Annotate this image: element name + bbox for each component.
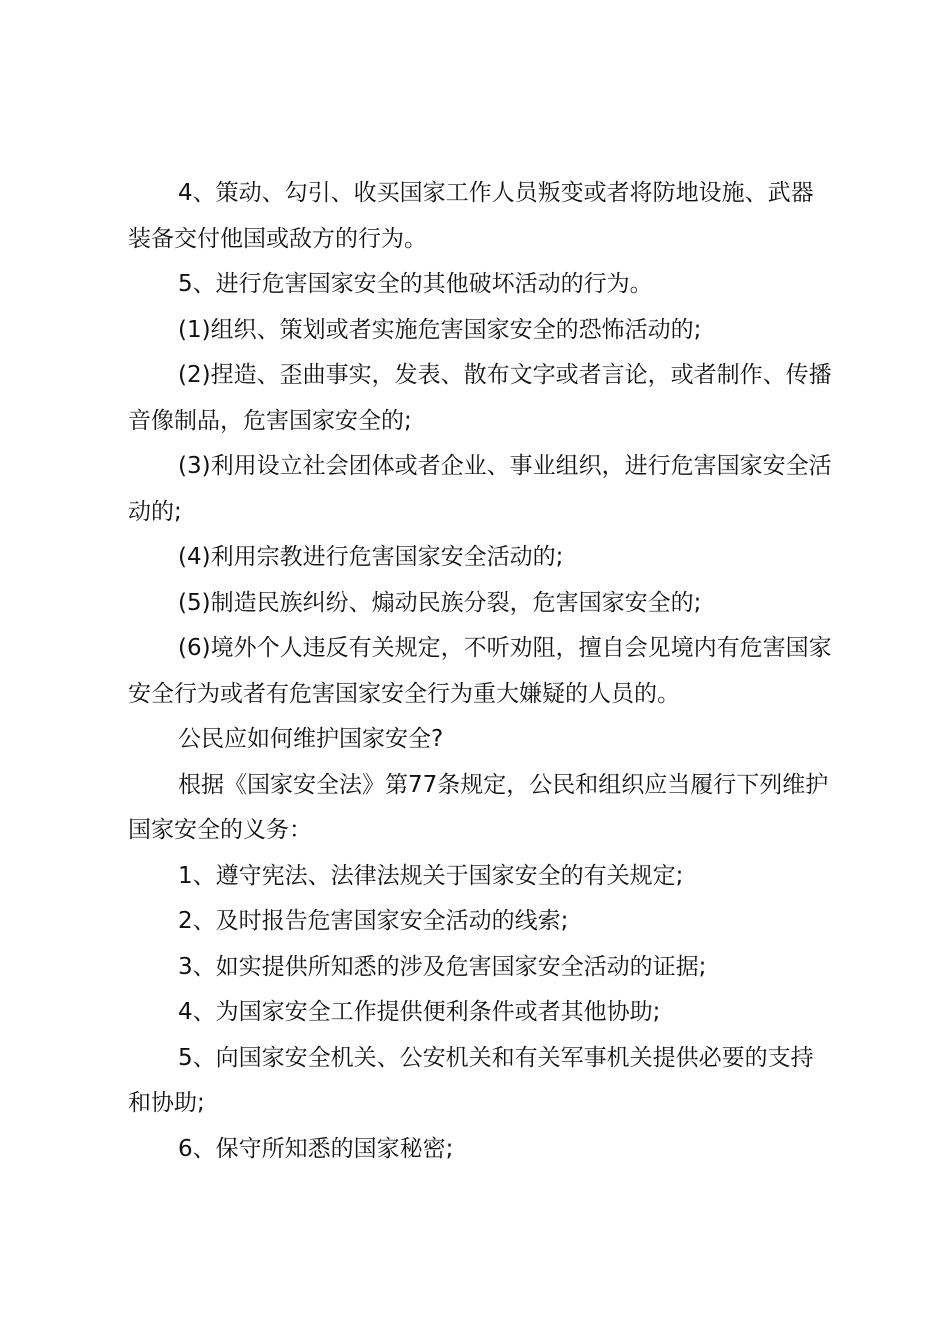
duty-item-5: 5、向国家安全机关、公安机关和有关军事机关提供必要的支持和协助; bbox=[128, 1044, 814, 1116]
paragraph-sub-2-fabrication: (2)捏造、歪曲事实，发表、散布文字或者言论，或者制作、传播音像制品，危害国家安全的; bbox=[128, 362, 832, 434]
paragraph-law-article-77: 根据《国家安全法》第77条规定，公民和组织应当履行下列维护国家安全的义务： bbox=[128, 771, 829, 843]
paragraph-sub-6-foreign-individuals: (6)境外个人违反有关规定，不听劝阻，擅自会见境内有危害国家安全行为或者有危害国家安全行为重大嫌疑的人员的。 bbox=[128, 635, 832, 707]
duty-item-2: 2、及时报告危害国家安全活动的线索; bbox=[178, 908, 569, 934]
duty-item-6: 6、保守所知悉的国家秘密; bbox=[178, 1135, 454, 1162]
paragraph-sub-1-terrorism: (1)组织、策划或者实施危害国家安全的恐怖活动的; bbox=[178, 316, 702, 343]
paragraph-item-4-treason: 4、策动、勾引、收买国家工作人员叛变或者将防地设施、武器装备交付他国或敌方的行为。 bbox=[128, 180, 814, 252]
paragraph-sub-3-organizations: (3)利用设立社会团体或者企业、事业组织，进行危害国家安全活动的; bbox=[128, 453, 832, 525]
duty-item-3: 3、如实提供所知悉的涉及危害国家安全活动的证据; bbox=[178, 953, 707, 980]
paragraph-sub-4-religion: (4)利用宗教进行危害国家安全活动的; bbox=[178, 544, 564, 570]
duty-item-4: 4、为国家安全工作提供便利条件或者其他协助; bbox=[178, 999, 661, 1025]
paragraph-item-5-other-activities: 5、进行危害国家安全的其他破坏活动的行为。 bbox=[178, 271, 653, 297]
paragraph-sub-5-ethnic-division: (5)制造民族纠纷、煽动民族分裂，危害国家安全的; bbox=[178, 589, 702, 616]
duty-item-1: 1、遵守宪法、法律法规关于国家安全的有关规定; bbox=[178, 862, 684, 889]
document-body bbox=[128, 171, 836, 1172]
section-question-heading: 公民应如何维护国家安全? bbox=[178, 726, 444, 752]
